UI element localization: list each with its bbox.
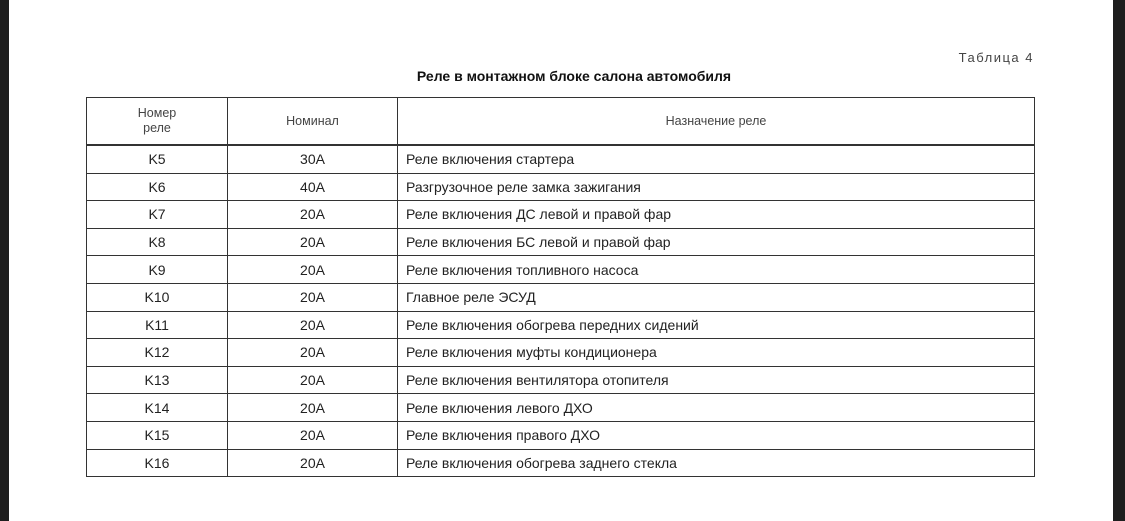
table-row [87,283,1035,311]
header-purpose: Назначение реле [398,98,1035,146]
purpose-cell: Реле включения вентилятора отопителя [398,366,1035,394]
purpose-cell: Реле включения БС левой и правой фар [398,228,1035,256]
rating-cell: 20А [228,366,398,394]
rating-cell: 30А [228,145,398,173]
purpose-cell: Реле включения правого ДХО [398,421,1035,449]
table-row [87,201,1035,229]
rating-cell: 20А [228,394,398,422]
relay-number-cell: K5 [87,145,228,173]
rating-cell: 20А [228,421,398,449]
purpose-cell: Разгрузочное реле замка зажигания [398,173,1035,201]
purpose-cell: Реле включения ДС левой и правой фар [398,201,1035,229]
header-rating: Номинал [228,98,398,146]
table-row [87,339,1035,367]
table-row [87,311,1035,339]
rating-cell: 20А [228,339,398,367]
table-row [87,366,1035,394]
rating-cell: 40А [228,173,398,201]
relay-number-cell: K6 [87,173,228,201]
table-row [87,145,1035,173]
table-row [87,173,1035,201]
table-row [87,256,1035,284]
rating-cell: 20А [228,228,398,256]
rating-cell: 20А [228,311,398,339]
table-header-row [87,98,1035,146]
purpose-cell: Реле включения топливного насоса [398,256,1035,284]
purpose-cell: Главное реле ЭСУД [398,283,1035,311]
table-number: Таблица 4 [958,50,1034,65]
rating-cell: 20А [228,449,398,477]
table-row [87,449,1035,477]
header-relay-number: Номер реле [87,98,228,146]
purpose-cell: Реле включения стартера [398,145,1035,173]
table-row [87,421,1035,449]
relay-number-cell: K16 [87,449,228,477]
relay-number-cell: K13 [87,366,228,394]
relay-number-cell: K8 [87,228,228,256]
purpose-cell: Реле включения обогрева передних сидений [398,311,1035,339]
relay-number-cell: K14 [87,394,228,422]
rating-cell: 20А [228,201,398,229]
relay-number-cell: K15 [87,421,228,449]
document-page [9,0,1113,521]
purpose-cell: Реле включения левого ДХО [398,394,1035,422]
table-title: Реле в монтажном блоке салона автомобиля [416,68,732,84]
relay-number-cell: K10 [87,283,228,311]
relay-table [86,97,1035,477]
table-row [87,228,1035,256]
relay-number-cell: K12 [87,339,228,367]
table-row [87,394,1035,422]
relay-number-cell: K7 [87,201,228,229]
relay-number-cell: K11 [87,311,228,339]
purpose-cell: Реле включения обогрева заднего стекла [398,449,1035,477]
relay-number-cell: K9 [87,256,228,284]
rating-cell: 20А [228,283,398,311]
purpose-cell: Реле включения муфты кондиционера [398,339,1035,367]
rating-cell: 20А [228,256,398,284]
